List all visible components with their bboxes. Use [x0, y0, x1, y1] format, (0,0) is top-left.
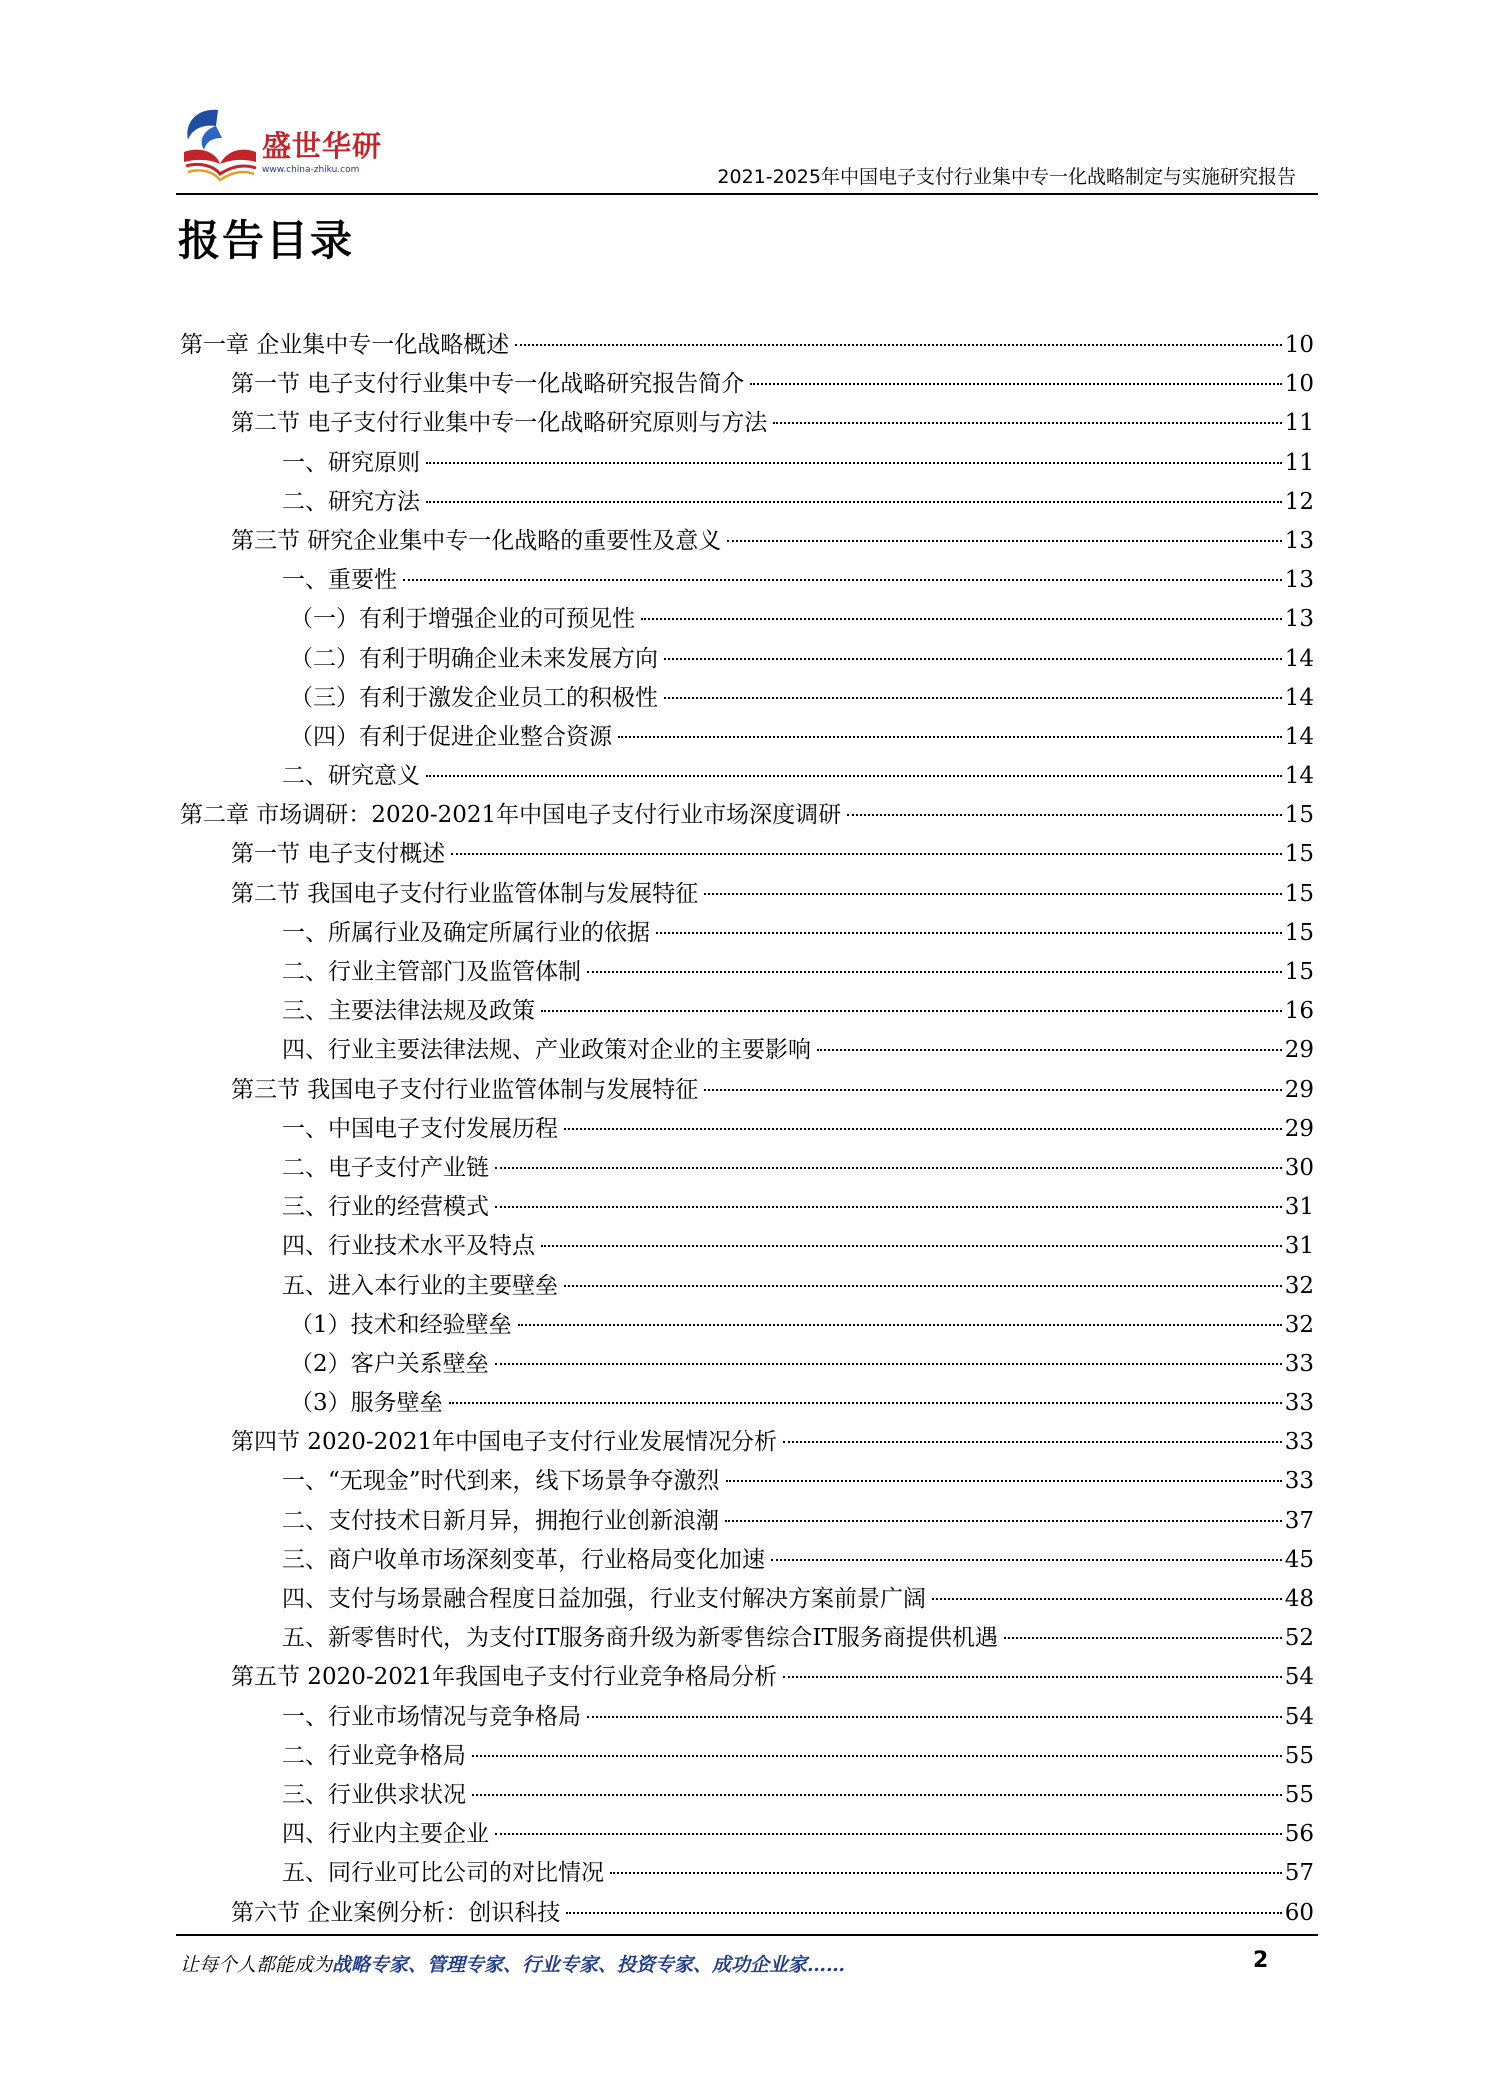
toc-entry-page: 14 — [1284, 723, 1314, 750]
logo-emblem-icon — [176, 100, 260, 184]
toc-entry-page: 54 — [1284, 1703, 1314, 1730]
toc-dot-leader — [847, 814, 1282, 816]
toc-entry-label: 五、新零售时代，为支付IT服务商升级为新零售综合IT服务商提供机遇 — [282, 1625, 998, 1652]
footer-divider — [176, 1934, 1318, 1936]
page-header — [176, 100, 1318, 198]
toc-entry-page: 11 — [1284, 449, 1314, 476]
toc-entry-page: 14 — [1284, 763, 1314, 790]
toc-entry[interactable] — [180, 1462, 1314, 1501]
toc-entry-page: 13 — [1284, 606, 1314, 633]
toc-dot-leader — [641, 618, 1282, 620]
toc-entry[interactable] — [180, 757, 1314, 796]
toc-dot-leader — [932, 1598, 1282, 1600]
toc-entry[interactable] — [180, 1502, 1314, 1541]
toc-entry-label: 二、研究意义 — [282, 763, 420, 790]
toc-entry[interactable] — [180, 1071, 1314, 1110]
toc-entry-label: 二、行业主管部门及监管体制 — [282, 959, 581, 985]
toc-entry-label: 四、行业主要法律法规、产业政策对企业的主要影响 — [282, 1037, 811, 1064]
toc-entry[interactable] — [180, 561, 1314, 600]
toc-dot-leader — [725, 1520, 1282, 1522]
toc-entry-label: 四、行业内主要企业 — [282, 1821, 489, 1848]
toc-dot-leader — [564, 1128, 1282, 1130]
toc-entry-page: 33 — [1284, 1468, 1314, 1495]
toc-entry-label: （1）技术和经验壁垒 — [290, 1311, 512, 1338]
toc-entry-label: 第一章 企业集中专一化战略概述 — [180, 332, 510, 358]
toc-dot-leader — [426, 462, 1282, 464]
toc-dot-leader — [587, 1716, 1282, 1718]
toc-dot-leader — [495, 1833, 1282, 1835]
toc-entry-label: 一、研究原则 — [282, 449, 420, 476]
table-of-contents — [180, 326, 1314, 1933]
toc-entry-page: 33 — [1284, 1350, 1314, 1377]
toc-entry[interactable] — [180, 1267, 1314, 1306]
toc-entry-label: 一、“无现金”时代到来，线下场景争夺激烈 — [282, 1468, 720, 1495]
toc-entry-page: 57 — [1284, 1860, 1314, 1887]
toc-entry[interactable] — [180, 444, 1314, 483]
toc-entry-page: 33 — [1284, 1390, 1314, 1417]
toc-entry-label: 一、行业市场情况与竞争格局 — [282, 1703, 581, 1730]
header-divider — [176, 193, 1318, 195]
footer-slogan-prefix: 让每个人都能成为 — [180, 1954, 333, 1976]
toc-entry[interactable] — [180, 1619, 1314, 1658]
toc-entry-label: 第四节 2020-2021年中国电子支付行业发展情况分析 — [231, 1429, 778, 1456]
toc-entry-label: 一、重要性 — [282, 567, 397, 594]
toc-entry[interactable] — [180, 835, 1314, 874]
toc-entry[interactable] — [180, 718, 1314, 757]
toc-entry[interactable] — [180, 1031, 1314, 1070]
toc-dot-leader — [704, 1089, 1281, 1091]
toc-entry-label: （二）有利于明确企业未来发展方向 — [290, 645, 658, 672]
toc-dot-leader — [783, 1676, 1282, 1678]
toc-entry[interactable] — [180, 1737, 1314, 1776]
toc-entry-label: 二、研究方法 — [282, 488, 420, 515]
toc-dot-leader — [426, 501, 1282, 503]
logo-name: 盛世华研 — [262, 129, 383, 163]
toc-entry-label: 一、中国电子支付发展历程 — [282, 1115, 558, 1142]
toc-entry[interactable] — [180, 1776, 1314, 1815]
toc-entry-label: 三、行业的经营模式 — [282, 1194, 489, 1221]
toc-dot-leader — [771, 1559, 1282, 1561]
toc-entry-page: 32 — [1284, 1311, 1314, 1338]
toc-entry[interactable] — [180, 1894, 1314, 1933]
toc-entry[interactable] — [180, 483, 1314, 522]
toc-dot-leader — [449, 1402, 1282, 1404]
toc-entry-page: 15 — [1284, 802, 1314, 829]
toc-dot-leader — [472, 1794, 1282, 1796]
toc-entry[interactable] — [180, 875, 1314, 914]
toc-entry-page: 60 — [1284, 1899, 1314, 1926]
toc-entry[interactable] — [180, 1306, 1314, 1345]
toc-entry-label: 四、行业技术水平及特点 — [282, 1233, 535, 1260]
toc-entry-page: 13 — [1284, 527, 1314, 554]
toc-entry[interactable] — [180, 365, 1314, 404]
toc-entry-label: 二、电子支付产业链 — [282, 1154, 489, 1181]
company-logo — [176, 100, 396, 188]
toc-entry[interactable] — [180, 404, 1314, 443]
toc-entry-page: 16 — [1284, 998, 1314, 1025]
toc-entry[interactable] — [180, 914, 1314, 953]
toc-entry-label: 第二章 市场调研：2020-2021年中国电子支付行业市场深度调研 — [180, 802, 842, 829]
toc-dot-leader — [541, 1245, 1282, 1247]
footer-slogan-roles: 战略专家、管理专家、行业专家、投资专家、成功企业家…… — [332, 1954, 846, 1976]
toc-entry-page: 29 — [1284, 1037, 1314, 1064]
toc-entry-page: 33 — [1284, 1429, 1314, 1456]
toc-entry[interactable] — [180, 1423, 1314, 1462]
toc-entry-label: 二、支付技术日新月异，拥抱行业创新浪潮 — [282, 1507, 719, 1534]
toc-entry-page: 54 — [1284, 1664, 1314, 1691]
toc-entry-page: 30 — [1284, 1154, 1314, 1181]
toc-dot-leader — [426, 775, 1282, 777]
toc-entry-page: 29 — [1284, 1076, 1314, 1103]
toc-entry[interactable] — [180, 796, 1314, 835]
toc-entry[interactable] — [180, 1541, 1314, 1580]
toc-entry-page: 31 — [1284, 1233, 1314, 1260]
toc-entry[interactable] — [180, 1815, 1314, 1854]
toc-entry[interactable] — [180, 992, 1314, 1031]
toc-entry-page: 37 — [1284, 1507, 1314, 1534]
toc-dot-leader — [518, 1324, 1282, 1326]
toc-dot-leader — [587, 971, 1282, 973]
toc-entry-label: 三、商户收单市场深刻变革，行业格局变化加速 — [282, 1546, 765, 1573]
toc-entry-label: 三、主要法律法规及政策 — [282, 998, 535, 1025]
toc-entry-label: 一、所属行业及确定所属行业的依据 — [282, 919, 650, 946]
toc-entry-label: （3）服务壁垒 — [290, 1390, 443, 1417]
toc-dot-leader — [727, 540, 1281, 542]
toc-dot-leader — [1004, 1637, 1282, 1639]
toc-entry-page: 55 — [1284, 1742, 1314, 1769]
toc-dot-leader — [773, 422, 1281, 424]
toc-entry-page: 15 — [1284, 880, 1314, 907]
toc-entry-label: 第六节 企业案例分析：创识科技 — [231, 1899, 561, 1926]
toc-dot-leader — [704, 893, 1281, 895]
toc-entry-page: 48 — [1284, 1586, 1314, 1612]
toc-entry[interactable] — [180, 1227, 1314, 1266]
toc-entry-page: 13 — [1284, 567, 1314, 594]
toc-dot-leader — [726, 1480, 1282, 1482]
toc-entry-page: 56 — [1284, 1821, 1314, 1848]
toc-entry-label: 第一节 电子支付概述 — [231, 841, 446, 868]
toc-entry[interactable] — [180, 1384, 1314, 1423]
toc-entry-label: 第三节 研究企业集中专一化战略的重要性及意义 — [231, 527, 722, 554]
toc-entry[interactable] — [180, 679, 1314, 718]
toc-entry[interactable] — [180, 600, 1314, 639]
toc-dot-leader — [541, 1010, 1282, 1012]
toc-entry[interactable] — [180, 1658, 1314, 1697]
toc-entry-label: （四）有利于促进企业整合资源 — [290, 723, 612, 750]
toc-entry-label: 五、进入本行业的主要壁垒 — [282, 1272, 558, 1299]
toc-entry-page: 29 — [1284, 1115, 1314, 1142]
toc-entry[interactable] — [180, 326, 1314, 365]
toc-dot-leader — [451, 853, 1281, 855]
toc-entry-page: 15 — [1284, 841, 1314, 868]
toc-entry[interactable] — [180, 1580, 1314, 1619]
toc-entry-page: 31 — [1284, 1194, 1314, 1221]
toc-dot-leader — [783, 1441, 1282, 1443]
toc-entry-label: 第三节 我国电子支付行业监管体制与发展特征 — [231, 1076, 699, 1103]
toc-dot-leader — [610, 1872, 1282, 1874]
toc-dot-leader — [566, 1912, 1281, 1914]
toc-entry[interactable] — [180, 1698, 1314, 1737]
report-title: 2021-2025年中国电子支付行业集中专一化战略制定与实施研究报告 — [717, 166, 1296, 188]
toc-entry[interactable] — [180, 1345, 1314, 1384]
toc-entry[interactable] — [180, 953, 1314, 992]
toc-dot-leader — [817, 1049, 1282, 1051]
footer-slogan — [180, 1950, 845, 1977]
toc-dot-leader — [495, 1206, 1282, 1208]
toc-dot-leader — [515, 344, 1281, 346]
toc-dot-leader — [664, 697, 1282, 699]
toc-entry[interactable] — [180, 1854, 1314, 1893]
logo-url: www.china-zhiku.com — [262, 165, 360, 175]
toc-dot-leader — [618, 736, 1282, 738]
toc-entry-page: 15 — [1284, 959, 1314, 985]
toc-entry-page: 10 — [1284, 371, 1314, 398]
toc-entry-label: 第二节 我国电子支付行业监管体制与发展特征 — [231, 880, 699, 907]
toc-entry-page: 14 — [1284, 645, 1314, 672]
toc-entry-label: 三、行业供求状况 — [282, 1781, 466, 1808]
toc-dot-leader — [495, 1167, 1282, 1169]
toc-entry-label: （三）有利于激发企业员工的积极性 — [290, 684, 658, 711]
toc-entry-label: 第一节 电子支付行业集中专一化战略研究报告简介 — [231, 371, 745, 398]
toc-entry-label: 第二节 电子支付行业集中专一化战略研究原则与方法 — [231, 410, 768, 437]
toc-dot-leader — [472, 1755, 1282, 1757]
toc-entry-label: （2）客户关系壁垒 — [290, 1350, 489, 1377]
toc-entry-page: 52 — [1284, 1625, 1314, 1652]
toc-entry-page: 12 — [1284, 488, 1314, 515]
page-number: 2 — [1253, 1948, 1269, 1973]
toc-entry-page: 55 — [1284, 1781, 1314, 1808]
toc-entry[interactable] — [180, 522, 1314, 561]
toc-entry-page: 11 — [1284, 410, 1314, 437]
toc-entry-page: 14 — [1284, 684, 1314, 711]
toc-entry-page: 10 — [1284, 332, 1314, 358]
toc-entry-page: 15 — [1284, 919, 1314, 946]
toc-entry[interactable] — [180, 1110, 1314, 1149]
toc-entry-page: 32 — [1284, 1272, 1314, 1299]
toc-dot-leader — [495, 1363, 1282, 1365]
toc-entry-label: 四、支付与场景融合程度日益加强，行业支付解决方案前景广阔 — [282, 1586, 926, 1612]
toc-dot-leader — [750, 383, 1281, 385]
toc-entry[interactable] — [180, 1149, 1314, 1188]
toc-entry[interactable] — [180, 1188, 1314, 1227]
toc-entry[interactable] — [180, 640, 1314, 679]
toc-dot-leader — [664, 658, 1282, 660]
toc-dot-leader — [564, 1285, 1282, 1287]
toc-dot-leader — [656, 932, 1282, 934]
toc-dot-leader — [403, 579, 1282, 581]
toc-entry-label: （一）有利于增强企业的可预见性 — [290, 606, 635, 633]
toc-entry-label: 第五节 2020-2021年我国电子支付行业竞争格局分析 — [231, 1664, 778, 1691]
toc-entry-label: 五、同行业可比公司的对比情况 — [282, 1860, 604, 1887]
toc-entry-label: 二、行业竞争格局 — [282, 1742, 466, 1769]
toc-entry-page: 45 — [1284, 1546, 1314, 1573]
page-title: 报告目录 — [178, 216, 355, 265]
